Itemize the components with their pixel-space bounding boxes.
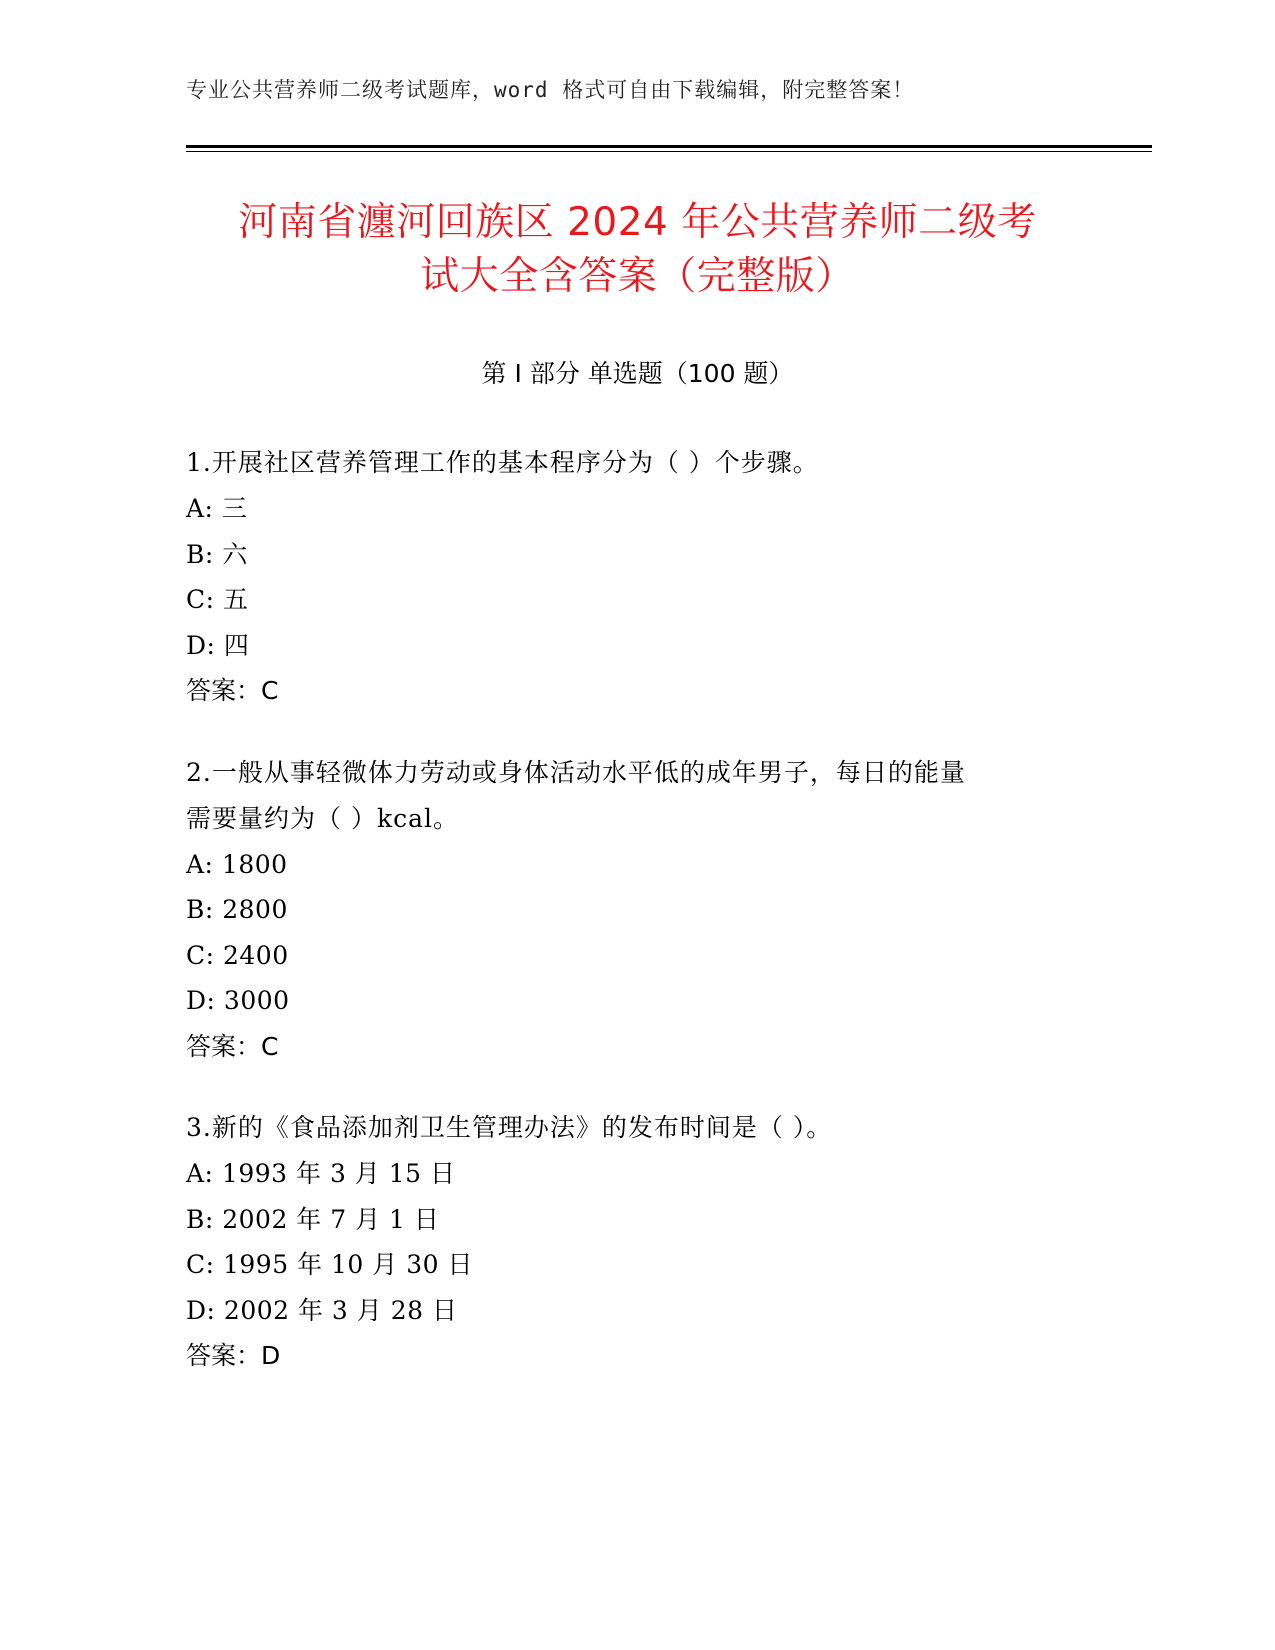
answer: 答案：C xyxy=(186,1031,279,1061)
option-b: B: 2800 xyxy=(186,895,288,924)
header-rule-thick xyxy=(186,145,1152,148)
header-rule-thin xyxy=(186,151,1152,152)
question-stem-continued: 需要量约为（ ）kcal。 xyxy=(186,803,459,833)
question-list xyxy=(186,440,1086,1415)
document-title-line-1: 河南省瀍河回族区 2024 年公共营养师二级考 xyxy=(238,200,1037,245)
question-stem: 2.一般从事轻微体力劳动或身体活动水平低的成年男子，每日的能量 xyxy=(186,757,966,787)
option-b: B: 六 xyxy=(186,539,248,569)
option-b: B: 2002 年 7 月 1 日 xyxy=(186,1204,440,1234)
option-c: C: 五 xyxy=(186,585,249,614)
option-d: D: 2002 年 3 月 28 日 xyxy=(186,1295,458,1325)
header-note: 专业公共营养师二级考试题库，word 格式可自由下载编辑，附完整答案！ xyxy=(186,78,915,102)
document-title-line-2: 试大全含答案（完整版） xyxy=(420,254,855,299)
option-a: A: 1993 年 3 月 15 日 xyxy=(186,1159,456,1188)
question-stem: 3.新的《食品添加剂卫生管理办法》的发布时间是（ ）。 xyxy=(186,1113,833,1142)
section-title: 第 I 部分 单选题（100 题） xyxy=(481,359,794,388)
question-stem: 1.开展社区营养管理工作的基本程序分为（ ）个步骤。 xyxy=(186,448,819,477)
question-2 xyxy=(186,750,1086,1070)
option-a: A: 三 xyxy=(186,494,248,523)
question-1 xyxy=(186,440,1086,714)
question-3 xyxy=(186,1105,1086,1379)
option-a: A: 1800 xyxy=(186,849,288,879)
option-d: D: 四 xyxy=(186,630,250,660)
option-d: D: 3000 xyxy=(186,986,290,1015)
option-c: C: 2400 xyxy=(186,940,289,970)
document-title xyxy=(150,196,1125,304)
answer: 答案：D xyxy=(186,1341,281,1370)
answer: 答案：C xyxy=(186,676,279,705)
option-c: C: 1995 年 10 月 30 日 xyxy=(186,1250,473,1279)
